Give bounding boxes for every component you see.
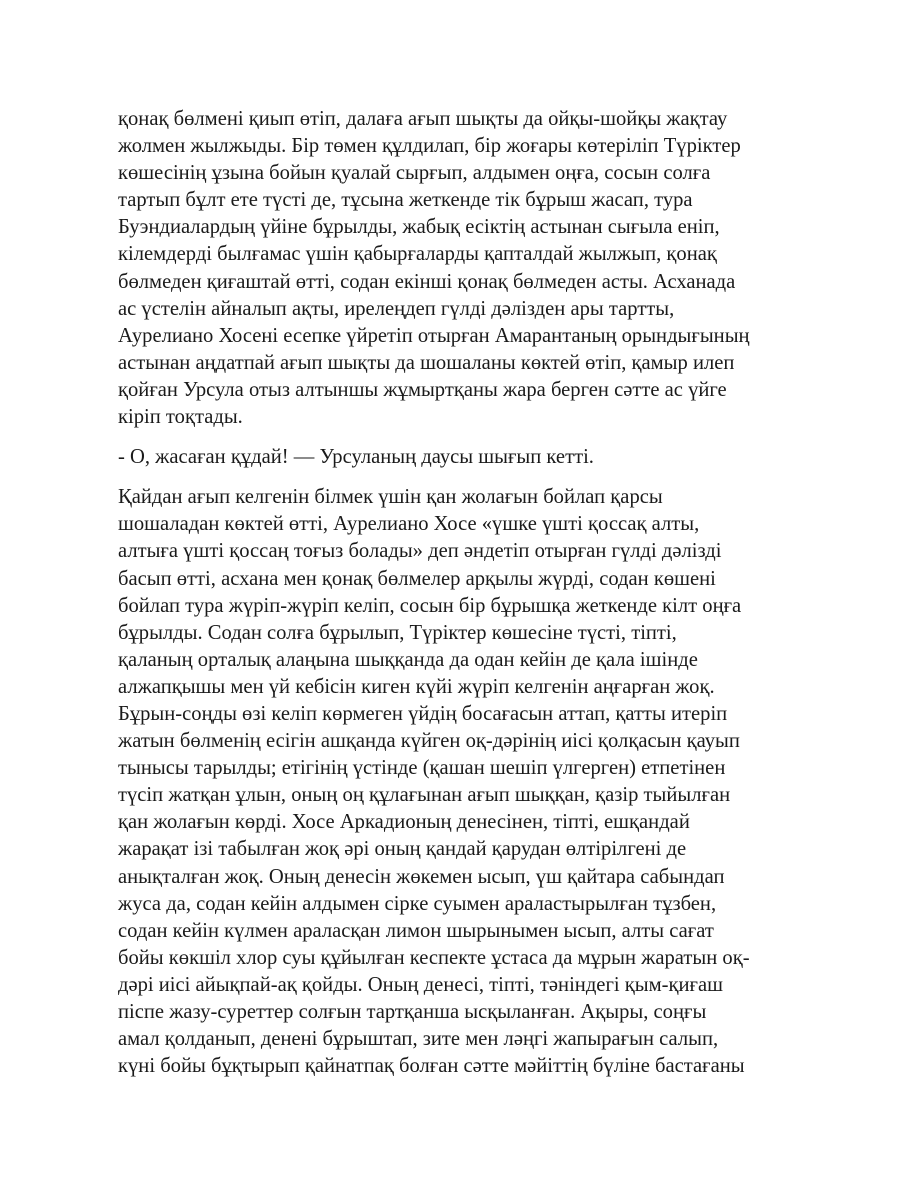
text-line: жуса да, содан кейін алдымен сірке суымен араластырылған тұзбен, (118, 892, 717, 915)
text-line: көшесінің ұзына бойын қуалай сырғып, алдымен оңға, сосын солға (118, 162, 711, 185)
text-line: алжапқышы мен үй кебісін киген күйі жүріп келгенін аңғарған жоқ. (118, 675, 715, 698)
paragraph-spacer (118, 431, 818, 444)
text-line: кіріп тоқтады. (118, 406, 243, 429)
text-line: кілемдерді былғамас үшін қабырғаларды қапталдай жылжып, қонақ (118, 243, 717, 266)
text-line: бойлап тура жүріп-жүріп келіп, сосын бір бұрышқа жеткенде кілт оңға (118, 594, 742, 617)
paragraph-spacer (118, 471, 818, 484)
paragraph (118, 106, 818, 431)
paragraph (118, 484, 818, 1080)
body-text (118, 106, 818, 1080)
text-line: - О, жасаған құдай! — Урсуланың даусы шығып кетті. (118, 446, 594, 469)
text-line: піспе жазу-суреттер солғын тартқанша ысқыланған. Ақыры, соңғы (118, 1001, 707, 1023)
text-line: қан жолағын көрді. Хосе Аркадионың денесінен, тіпті, ешқандай (118, 811, 690, 834)
text-line: қойған Урсула отыз алтыншы жұмыртқаны жара берген сәтте ас үйге (118, 378, 727, 401)
text-line: тартып бұлт ете түсті де, тұсына жеткенде тік бұрыш жасап, тура (118, 189, 693, 212)
text-line: тынысы тарылды; етігінің үстінде (қашан шешіп үлгерген) етпетінен (118, 757, 726, 780)
text-line: бұрылды. Содан солға бұрылып, Түріктер көшесіне түсті, тіпті, (118, 621, 677, 644)
text-line: қаланың орталық алаңына шыққанда да одан кейін де қала ішінде (118, 648, 698, 671)
text-line: түсіп жатқан ұлын, оның оң құлағынан ағып шыққан, қазір тыйылған (118, 784, 731, 807)
text-line: Қайдан ағып келгенін білмек үшін қан жолағын бойлап қарсы (118, 486, 663, 509)
text-line: алтыға үшті қоссаң тоғыз болады» деп әндетіп отырған гүлді дәлізді (118, 540, 722, 563)
text-line: жарақат ізі табылған жоқ әрі оның қандай қарудан өлтірілгені де (118, 838, 687, 861)
text-line: жолмен жылжыды. Бір төмен құлдилап, бір жоғары көтеріліп Түріктер (118, 135, 741, 158)
text-line: бөлмеден қиғаштай өтті, содан екінші қонақ бөлмеден асты. Асханада (118, 270, 736, 293)
paragraph (118, 444, 818, 471)
text-line: жатын бөлменің есігін ашқанда күйген оқ-дәрінің иісі қолқасын қауып (118, 730, 740, 753)
text-line: шошаладан көктей өтті, Аурелиано Хосе «үшке үшті қоссақ алты, (118, 513, 700, 536)
text-line: анықталған жоқ. Оның денесін жөкемен ысып, үш қайтара сабындап (118, 865, 725, 888)
text-line: қонақ бөлмені қиып өтіп, далаға ағып шықты да ойқы-шойқы жақтау (118, 108, 728, 130)
text-line: астынан аңдатпай ағып шықты да шошаланы көктей өтіп, қамыр илеп (118, 351, 735, 374)
text-line: содан кейін күлмен араласқан лимон шырынымен ысып, алты сағат (118, 919, 714, 942)
text-line: басып өтті, асхана мен қонақ бөлмелер арқылы жүрді, содан көшені (118, 567, 716, 590)
text-line: Аурелиано Хосені есепке үйретіп отырған Амарантаның орындығының (118, 324, 750, 347)
text-line: күні бойы бұқтырып қайнатпақ болған сәтте мәйіттің бүліне бастағаны (118, 1055, 745, 1078)
text-line: Буэндиалардың үйіне бұрылды, жабық есіктің астынан сығыла еніп, (118, 216, 720, 239)
text-line: дәрі иісі айықпай-ақ қойды. Оның денесі, тіпті, тәніндегі қым-қиғаш (118, 973, 723, 996)
text-line: ас үстелін айналып ақты, ирелеңдеп гүлді дәлізден ары тартты, (118, 297, 675, 320)
text-line: бойы көкшіл хлор суы құйылған кеспекте ұстаса да мұрын жаратын оқ- (118, 946, 750, 969)
text-line: Бұрын-соңды өзі келіп көрмеген үйдің босағасын аттап, қатты итеріп (118, 702, 728, 725)
text-line: амал қолданып, денені бұрыштап, зите мен ләңгі жапырағын салып, (118, 1028, 719, 1051)
